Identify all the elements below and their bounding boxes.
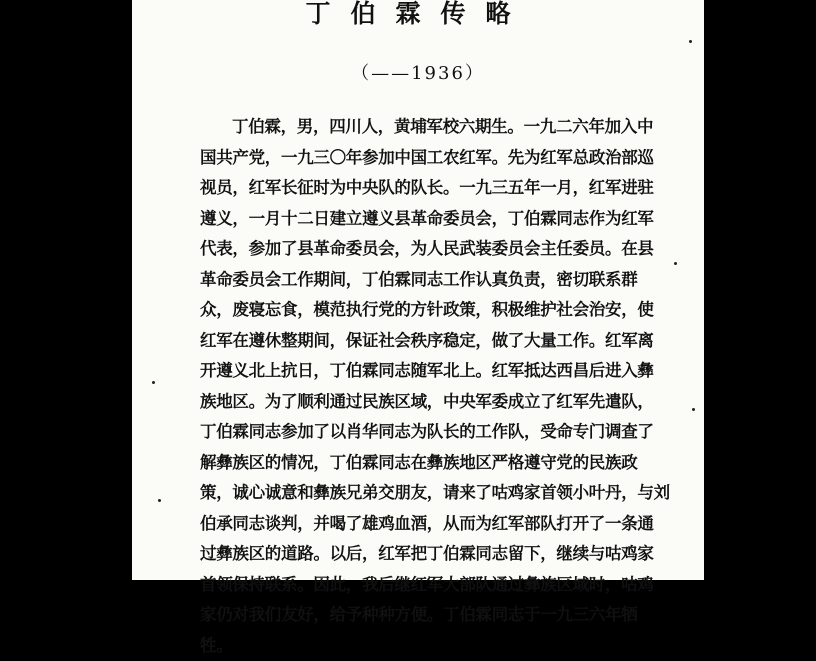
text-line: 遵义，一月十二日建立遵义县革命委员会，丁伯霖同志作为红军 (200, 204, 700, 235)
document-page (132, 0, 704, 580)
life-dates: （——1936） (132, 59, 704, 85)
text-line: 族地区。为了顺利通过民族区域，中央军委成立了红军先遣队， (200, 387, 700, 418)
text-line: 牲。 (200, 631, 700, 661)
text-line: 解彝族区的情况，丁伯霖同志在彝族地区严格遵守党的民族政 (200, 448, 700, 479)
text-line: 国共产党，一九三〇年参加中国工农红军。先为红军总政治部巡 (200, 143, 700, 174)
document-title: 丁伯霖传略 (132, 0, 704, 30)
text-line: 众，废寝忘食，模范执行党的方针政策，积极维护社会治安，使 (200, 295, 700, 326)
text-line: 代表，参加了县革命委员会，为人民武装委员会主任委员。在县 (200, 234, 700, 265)
scan-speck (674, 262, 677, 265)
text-line: 策，诚心诚意和彝族兄弟交朋友，请来了咕鸡家首领小叶丹，与刘 (200, 478, 700, 509)
text-line: 首领保持联系。因此，我后继红军大部队通过彝族区域时，咕鸡 (200, 570, 700, 601)
text-line: 革命委员会工作期间，丁伯霖同志工作认真负责，密切联系群 (200, 265, 700, 296)
text-line: 视员，红军长征时为中央队的队长。一九三五年一月，红军进驻 (200, 173, 700, 204)
scan-speck (692, 408, 695, 411)
text-line: 丁伯霖同志参加了以肖华同志为队长的工作队，受命专门调查了 (200, 417, 700, 448)
text-line: 家仍对我们友好，给予种种方便。丁伯霖同志于一九三六年牺 (200, 600, 700, 631)
text-line: 红军在遵休整期间，保证社会秩序稳定，做了大量工作。红军离 (200, 326, 700, 357)
text-line: 开遵义北上抗日，丁伯霖同志随军北上。红军抵达西昌后进入彝 (200, 356, 700, 387)
text-line: 丁伯霖，男，四川人，黄埔军校六期生。一九二六年加入中 (200, 112, 700, 143)
text-line: 伯承同志谈判，并喝了雄鸡血酒，从而为红军部队打开了一条通 (200, 509, 700, 540)
scan-speck (152, 381, 155, 384)
scan-speck (158, 499, 161, 502)
text-line: 过彝族区的道路。以后，红军把丁伯霖同志留下，继续与咕鸡家 (200, 539, 700, 570)
document-body (200, 112, 700, 661)
scan-speck (689, 40, 692, 43)
